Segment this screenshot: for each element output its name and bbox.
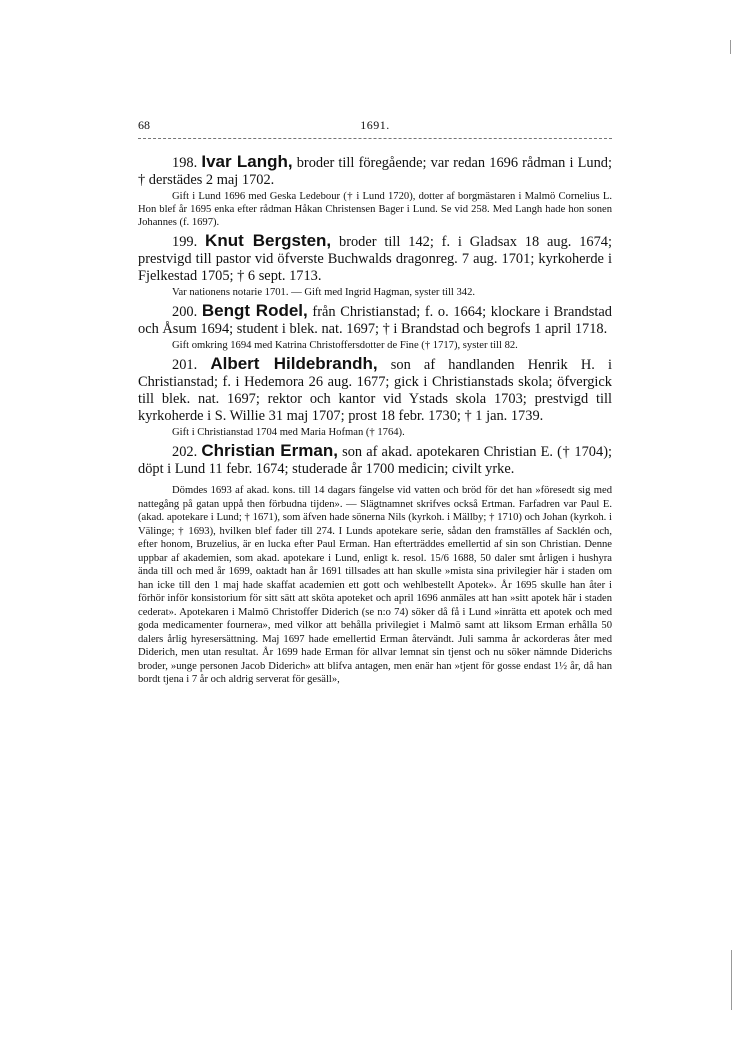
entry-199 xyxy=(138,232,612,299)
entry-text: broder till 142; f. i Gladsax 18 aug. 1674; prestvigd till pastor vid öfverste Buchwalds dragonreg. 7 aug. 1701; kyrkoherde i Fjelkestad 1705; † 6 sept. 1713. xyxy=(138,234,612,284)
margin-mark xyxy=(731,950,732,1010)
entry-name: Christian Erman, xyxy=(201,441,338,460)
entry-text: från Christianstad; f. o. 1664; klockare i Brandstad och Åsum 1694; student i blek. nat. 1697; † i Brandstad och begrofs 1 april 1718. xyxy=(138,304,612,337)
entry-name: Albert Hildebrandh, xyxy=(210,354,378,373)
entry-text: broder till föregående; var redan 1696 rådman i Lund; † derstädes 2 maj 1702. xyxy=(138,155,612,188)
entry-name: Bengt Rodel, xyxy=(201,301,308,320)
entry-number: 200. xyxy=(172,304,198,320)
entry-number: 198. xyxy=(172,155,198,171)
header-rule xyxy=(138,138,612,139)
entry-note: Gift i Lund 1696 med Geska Ledebour († i Lund 1720), dotter af borgmästaren i Malmö Cornelius L. Hon blef år 1695 enka efter rådman Håkan Christensen Bager i Lund. Se vid 258. Med Langh hade hon sonen Johannes (f. 1697). xyxy=(138,191,612,228)
entry-202 xyxy=(138,442,612,687)
entry-number: 199. xyxy=(172,234,198,250)
running-header xyxy=(138,118,612,136)
entry-201 xyxy=(138,355,612,439)
long-footnote: Dömdes 1693 af akad. kons. till 14 dagars fängelse vid vatten och bröd för det han »föresedt sig med nattegång på gatan uppå then förbudna tijden». — Slägtnamnet skrifves också Ertman. Farfadren var Paul E. (akad. apotekare i Lund; † 1671), som äfven hade sönerna Nils (kyrkoh. i Mällby; † 1710) och Johan (kyrkoh. i Välinge; † 1693), hvilken blef fader till 274. I Lunds apotekare serie, sådan den framställes af Sacklén och, efter honom, Bruzelius, är en lucka efter Paul Erman. Han efterträddes emellertid af sin son Christian. Denne uppbar af akademien, som akad. apotekare i Lund, enligt k. resol. 15/6 1688, 50 daler smt årligen i hushyra ända till och med år 1699, oaktadt han år 1691 tillsades att han skulle »mista sina privilegier här i staden om han icke till den 1 maj hade skaffat academien ett gott och wehlbestellt Apotek». År 1695 skulle han åter i förhör inför konsistorium för sitt sätt att sköta apoteket och april 1696 anmäles att han »sitt apotek här i staden cederat». Apotekaren i Malmö Christoffer Diderich (se n:o 74) söker då få i Lund »inrätta ett apotek och med goda medicamenter fournera», med vilkor att behålla privilegiet i Malmö samt att liksom Erman erhålla 50 dalers årlig hyresersättning. Maj 1697 hade emellertid Erman återvändt. Juli samma år ackorderas åter med Diderich, men utan resultat. År 1699 hade Erman för allvar lemnat sin tjenst och nu söker nämnde Diderichs broder, »unge personen Jacob Diderich» att blifva antagen, men enär han »tjent för gosse endast 1½ år, då han bordt tjena i 7 år och aldrig serverat för gesäll», xyxy=(138,485,612,685)
entry-200 xyxy=(138,302,612,352)
entry-note: Gift i Christianstad 1704 med Maria Hofman († 1764). xyxy=(172,427,405,438)
running-year: 1691. xyxy=(360,118,390,132)
entry-number: 202. xyxy=(172,444,198,460)
entry-name: Ivar Langh, xyxy=(201,152,293,171)
page-number: 68 xyxy=(138,118,150,132)
entry-name: Knut Bergsten, xyxy=(205,231,332,250)
entry-number: 201. xyxy=(172,357,198,373)
entry-198 xyxy=(138,153,612,229)
entry-text: son af handlanden Henrik H. i Christianstad; f. i Hedemora 26 aug. 1677; gick i Christianstads skola; öfvergick till blek. nat. 1697; rektor och kantor vid Ystads skola 1703; prestvigd till kyrkoherde i S. Willie 31 maj 1707; prost 18 febr. 1730; † 1 jan. 1739. xyxy=(138,357,612,424)
entry-note: Gift omkring 1694 med Katrina Christoffersdotter de Fine († 1717), syster till 82. xyxy=(172,340,518,351)
page xyxy=(138,118,612,687)
entry-text: son af akad. apotekaren Christian E. († 1704); döpt i Lund 11 febr. 1674; studerade år 1700 medicin; civilt yrke. xyxy=(138,444,612,477)
entry-note: Var nationens notarie 1701. — Gift med Ingrid Hagman, syster till 342. xyxy=(172,287,476,298)
margin-mark xyxy=(730,40,731,54)
